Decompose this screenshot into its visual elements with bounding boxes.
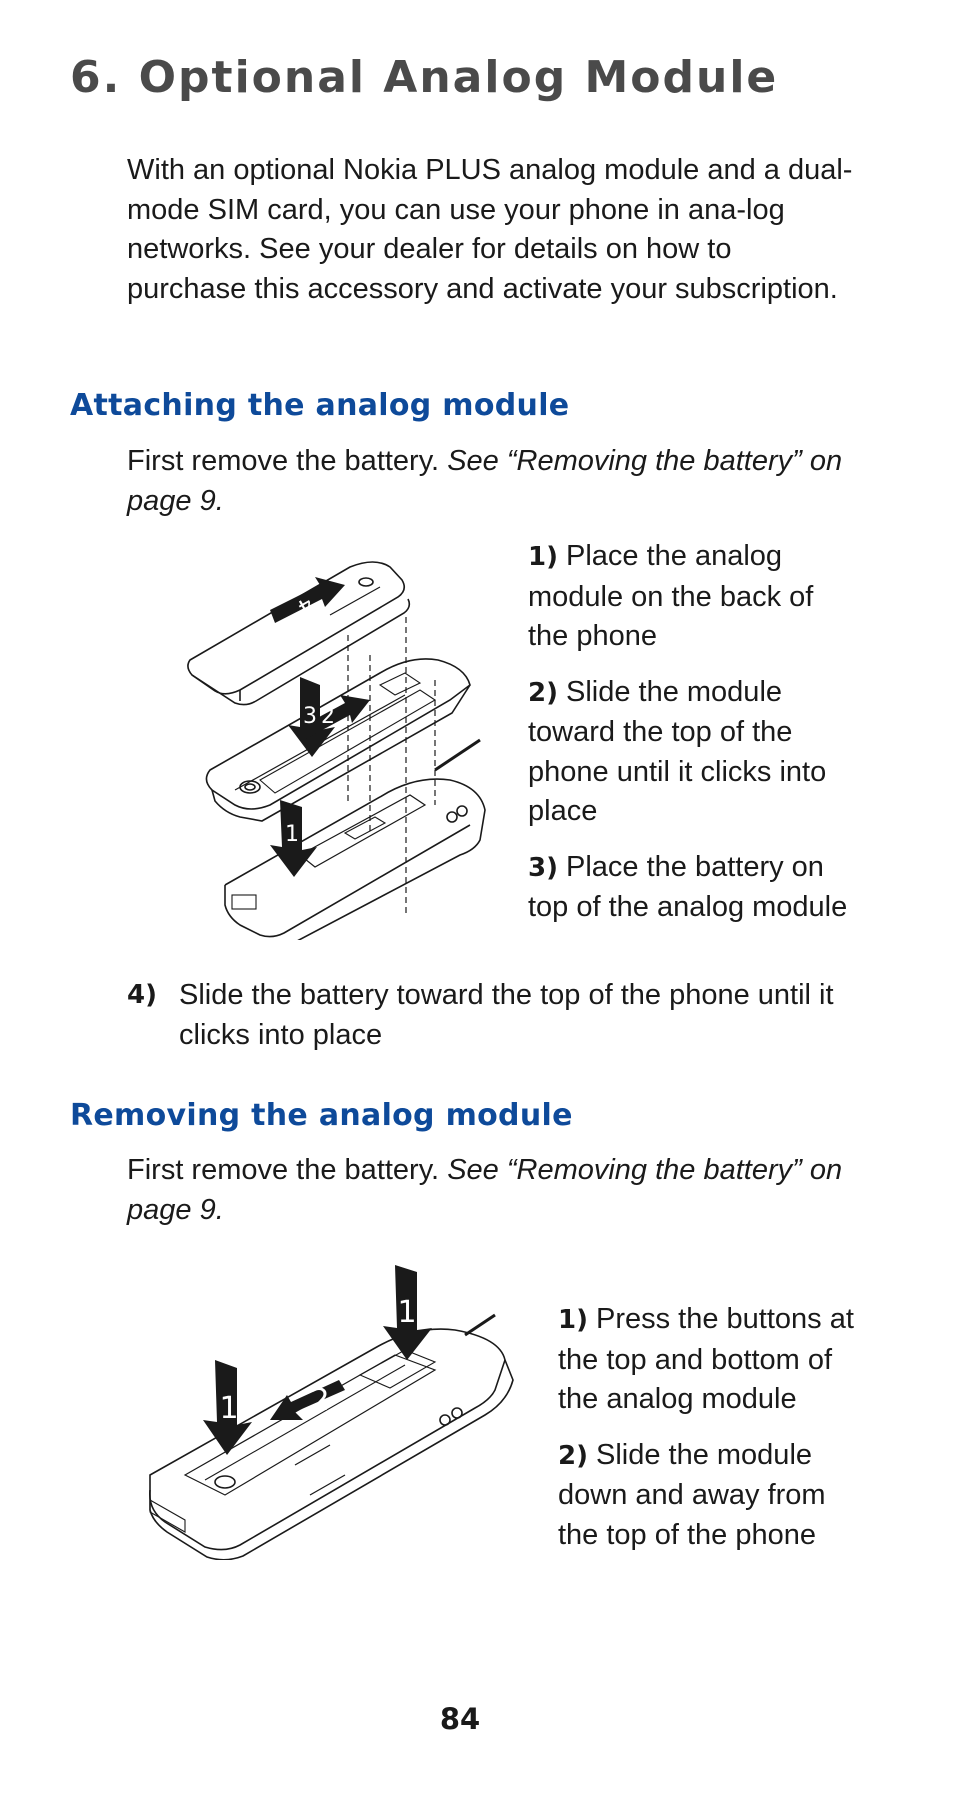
page-number: 84 <box>439 1702 481 1736</box>
attach-module-illustration <box>180 555 520 940</box>
attach-lead-text: First remove the battery. <box>127 445 440 477</box>
attach-step-4: 4) Slide the battery toward the top of the phone until it clicks into place <box>127 979 834 1051</box>
figure-label-1: 1 <box>285 822 299 847</box>
remove-module-illustration <box>145 1260 520 1560</box>
remove-arrows <box>203 1265 432 1455</box>
remove-step-2: 2) Slide the module down and away from the top of the phone <box>558 1438 826 1551</box>
attach-lead-reference: See “Removing the battery” on page 9. <box>127 445 843 517</box>
remove-steps-list <box>558 1300 868 1571</box>
phone-with-module-drawing <box>150 1315 513 1560</box>
phone-drawing <box>225 740 485 940</box>
intro-paragraph: With an optional Nokia PLUS analog module and a dual-mode SIM card, you can use your phone in ana-log networks. See your dealer for details on how to purchase this accessory and activate your subscription. <box>127 154 853 305</box>
remove-label-2: 2 <box>310 1383 330 1418</box>
section-heading-attach: Attaching the analog module <box>70 388 570 423</box>
figure-label-2: 2 <box>321 704 335 729</box>
remove-lead-reference: See “Removing the battery” on page 9. <box>127 1154 843 1226</box>
module-drawing <box>206 659 470 821</box>
attach-step-1: 1) Place the analog module on the back of the phone <box>528 540 814 652</box>
remove-lead <box>127 1151 857 1230</box>
section-heading-remove: Removing the analog module <box>70 1098 573 1133</box>
remove-label-1-top: 1 <box>397 1295 417 1330</box>
attach-step-3: 3) Place the battery on top of the analog module <box>528 850 848 923</box>
attach-steps-list <box>528 537 858 944</box>
figure-label-3: 3 <box>303 704 317 729</box>
remove-label-1-bottom: 1 <box>219 1391 239 1426</box>
page-title: 6. Optional Analog Module <box>70 52 779 103</box>
remove-step-1: 1) Press the buttons at the top and bottom of the analog module <box>558 1303 854 1415</box>
battery-drawing <box>188 562 409 705</box>
attach-lead <box>127 442 857 521</box>
remove-lead-text: First remove the battery. <box>127 1154 440 1186</box>
attach-step-2: 2) Slide the module toward the top of the phone until it clicks into place <box>528 675 827 827</box>
figure-label-4: 4 <box>292 591 318 620</box>
